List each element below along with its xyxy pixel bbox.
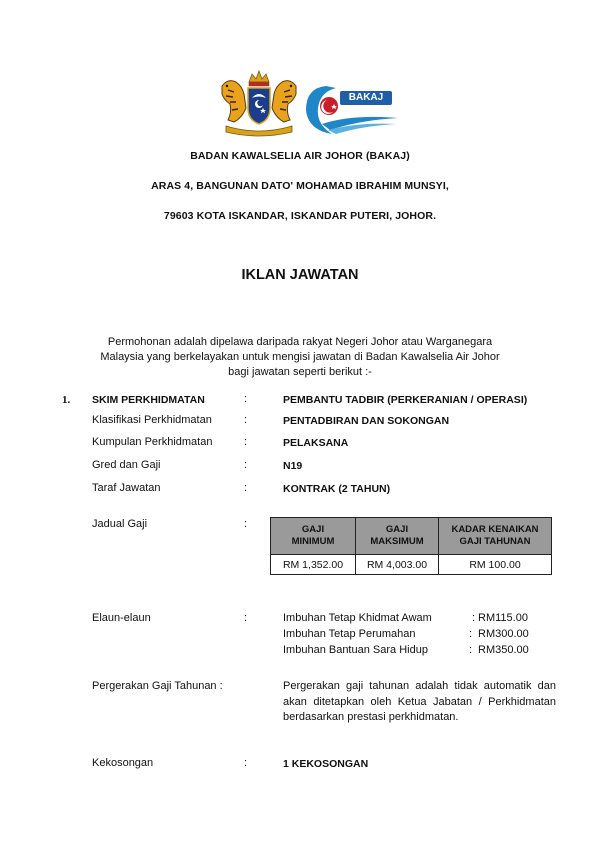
value-gaji-minimum: RM 1,352.00 <box>271 555 356 575</box>
taraf-value: KONTRAK (2 TAHUN) <box>283 483 391 495</box>
header-line: GAJI <box>301 524 325 535</box>
colon: : <box>244 757 248 769</box>
pergerakan-label: Pergerakan Gaji Tahunan : <box>92 680 223 692</box>
kumpulan-value: PELAKSANA <box>283 437 349 449</box>
header-line: MINIMUM <box>291 536 335 547</box>
page-title: IKLAN JAWATAN <box>241 267 359 283</box>
allowance-sep: : <box>469 644 473 656</box>
colon: : <box>244 393 248 405</box>
colon: : <box>244 482 248 494</box>
org-name: BADAN KAWALSELIA AIR JOHOR (BAKAJ) <box>190 150 410 162</box>
allowance-amount: RM300.00 <box>478 628 529 640</box>
allowance-name: Imbuhan Bantuan Sara Hidup <box>283 644 428 656</box>
allowance-amount: RM350.00 <box>478 644 529 656</box>
gred-label: Gred dan Gaji <box>92 459 161 471</box>
salary-table-value-row <box>271 555 552 575</box>
value-gaji-maksimum: RM 4,003.00 <box>356 555 439 575</box>
bakaj-logo <box>302 80 402 138</box>
salary-table-header-row <box>271 518 552 555</box>
salary-table <box>270 517 552 575</box>
header-line: GAJI <box>385 524 409 535</box>
item-number: 1. <box>62 394 71 406</box>
kumpulan-label: Kumpulan Perkhidmatan <box>92 436 213 448</box>
skim-label: SKIM PERKHIDMATAN <box>92 394 205 406</box>
colon: : <box>244 414 248 426</box>
allowance-sep: : <box>472 612 476 624</box>
colon: : <box>244 436 248 448</box>
johor-crest-logo <box>216 68 302 138</box>
klasifikasi-value: PENTADBIRAN DAN SOKONGAN <box>283 415 450 427</box>
header-line: MAKSIMUM <box>370 536 424 547</box>
header-gaji-maksimum <box>356 518 439 555</box>
header-kadar-kenaikan <box>439 518 552 555</box>
pergerakan-text: Pergerakan gaji tahunan adalah tidak automatik dan akan ditetapkan oleh Ketua Jabatan / Perkhidmatan berdasarkan prestasi perkhidmatan. <box>283 680 556 723</box>
intro-line-3: bagi jawatan seperti berikut :- <box>228 366 372 378</box>
bakaj-logo-text: BAKAJ <box>348 92 384 103</box>
klasifikasi-label: Klasifikasi Perkhidmatan <box>92 414 212 426</box>
colon: : <box>244 459 248 471</box>
header-gaji-minimum <box>271 518 356 555</box>
elaun-label: Elaun-elaun <box>92 612 151 624</box>
colon: : <box>244 518 248 530</box>
allowance-name: Imbuhan Tetap Perumahan <box>283 628 416 640</box>
kekosongan-label: Kekosongan <box>92 757 154 769</box>
allowance-name: Imbuhan Tetap Khidmat Awam <box>283 612 432 624</box>
intro-line-1: Permohonan adalah dipelawa daripada rakyat Negeri Johor atau Warganegara <box>107 336 493 348</box>
org-address-line1: ARAS 4, BANGUNAN DATO' MOHAMAD IBRAHIM MUNSYI, <box>151 180 449 192</box>
allowance-amount: RM115.00 <box>478 612 528 624</box>
taraf-label: Taraf Jawatan <box>92 482 161 494</box>
jadual-label: Jadual Gaji <box>92 518 148 530</box>
allowance-sep: : <box>469 628 473 640</box>
colon: : <box>244 612 248 624</box>
skim-value: PEMBANTU TADBIR (PERKERANIAN / OPERASI) <box>283 394 528 406</box>
header-line: KADAR KENAIKAN <box>451 524 539 535</box>
kekosongan-value: 1 KEKOSONGAN <box>283 758 369 770</box>
org-address-line2: 79603 KOTA ISKANDAR, ISKANDAR PUTERI, JOHOR. <box>163 210 437 222</box>
header-line: GAJI TAHUNAN <box>459 536 531 547</box>
gred-value: N19 <box>283 460 303 472</box>
value-kadar-kenaikan: RM 100.00 <box>439 555 552 575</box>
intro-line-2: Malaysia yang berkelayakan untuk mengisi jawatan di Badan Kawalselia Air Johor <box>100 351 500 363</box>
